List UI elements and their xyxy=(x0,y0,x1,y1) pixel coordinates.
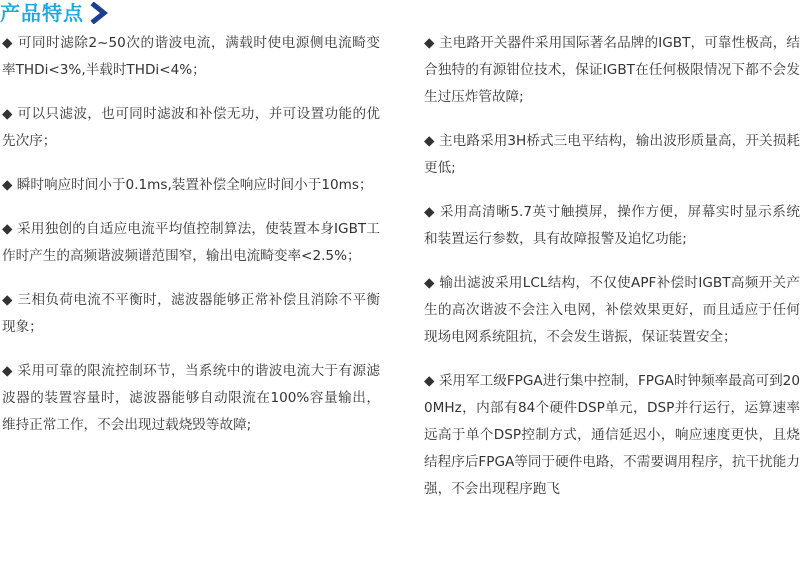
feature-item xyxy=(424,199,800,253)
diamond-bullet-icon: ◆ xyxy=(2,292,13,308)
feature-item xyxy=(2,216,380,270)
feature-item xyxy=(424,128,800,182)
diamond-bullet-icon: ◆ xyxy=(2,363,13,379)
feature-item xyxy=(2,101,380,155)
diamond-bullet-icon: ◆ xyxy=(2,221,13,237)
diamond-bullet-icon: ◆ xyxy=(424,373,435,389)
feature-text: 瞬时响应时间小于0.1ms,装置补偿全响应时间小于10ms； xyxy=(16,177,373,193)
section-header xyxy=(0,0,110,26)
feature-text: 采用独创的自适应电流平均值控制算法，使装置本身IGBT工作时产生的高频谐波频谱范围窄，输出电流畸变率<2.5%； xyxy=(2,221,380,264)
section-title: 产品特点 xyxy=(0,1,84,25)
features-left-column xyxy=(2,30,380,456)
diamond-bullet-icon: ◆ xyxy=(2,177,13,193)
feature-item xyxy=(2,30,380,84)
feature-text: 采用可靠的限流控制环节，当系统中的谐波电流大于有源滤波器的装置容量时，滤波器能够自动限流在100%容量输出，维持正常工作，不会出现过载烧毁等故障; xyxy=(2,363,380,433)
feature-item xyxy=(2,358,380,439)
chevron-right-icon xyxy=(90,2,110,24)
diamond-bullet-icon: ◆ xyxy=(2,35,13,51)
feature-text: 可以只滤波，也可同时滤波和补偿无功，并可设置功能的优先次序； xyxy=(2,106,380,149)
feature-text: 采用军工级FPGA进行集中控制，FPGA时钟频率最高可到200MHz，内部有84个硬件DSP单元，DSP并行运行，运算速率远高于单个DSP控制方式，通信延迟小，响应速度更快，且烧结程序后FPGA等同于硬件电路，不需要调用程序，抗干扰能力强，不会出现程序跑飞 xyxy=(424,373,800,497)
feature-text: 可同时滤除2~50次的谐波电流，满载时使电源侧电流畸变率THDi<3%,半载时THDi<4%； xyxy=(2,35,380,78)
diamond-bullet-icon: ◆ xyxy=(424,133,435,149)
feature-text: 主电路开关器件采用国际著名品牌的IGBT，可靠性极高，结合独特的有源钳位技术，保证IGBT在任何极限情况下都不会发生过压炸管故障; xyxy=(424,35,800,105)
diamond-bullet-icon: ◆ xyxy=(2,106,13,122)
feature-item xyxy=(424,270,800,351)
feature-item xyxy=(2,287,380,341)
features-right-column xyxy=(424,30,800,520)
feature-text: 主电路采用3H桥式三电平结构，输出波形质量高，开关损耗更低; xyxy=(424,133,800,176)
feature-item xyxy=(424,368,800,503)
feature-text: 采用高清晰5.7英寸触摸屏，操作方便，屏幕实时显示系统和装置运行参数，具有故障报警及追忆功能; xyxy=(424,204,800,247)
diamond-bullet-icon: ◆ xyxy=(424,275,435,291)
feature-item xyxy=(424,30,800,111)
feature-text: 输出滤波采用LCL结构，不仅使APF补偿时IGBT高频开关产生的高次谐波不会注入电网，补偿效果更好，而且适应于任何现场电网系统阻抗，不会发生谐振，保证装置安全； xyxy=(424,275,800,345)
feature-text: 三相负荷电流不平衡时，滤波器能够正常补偿且消除不平衡现象； xyxy=(2,292,380,335)
diamond-bullet-icon: ◆ xyxy=(424,204,435,220)
feature-item xyxy=(2,172,380,199)
diamond-bullet-icon: ◆ xyxy=(424,35,435,51)
